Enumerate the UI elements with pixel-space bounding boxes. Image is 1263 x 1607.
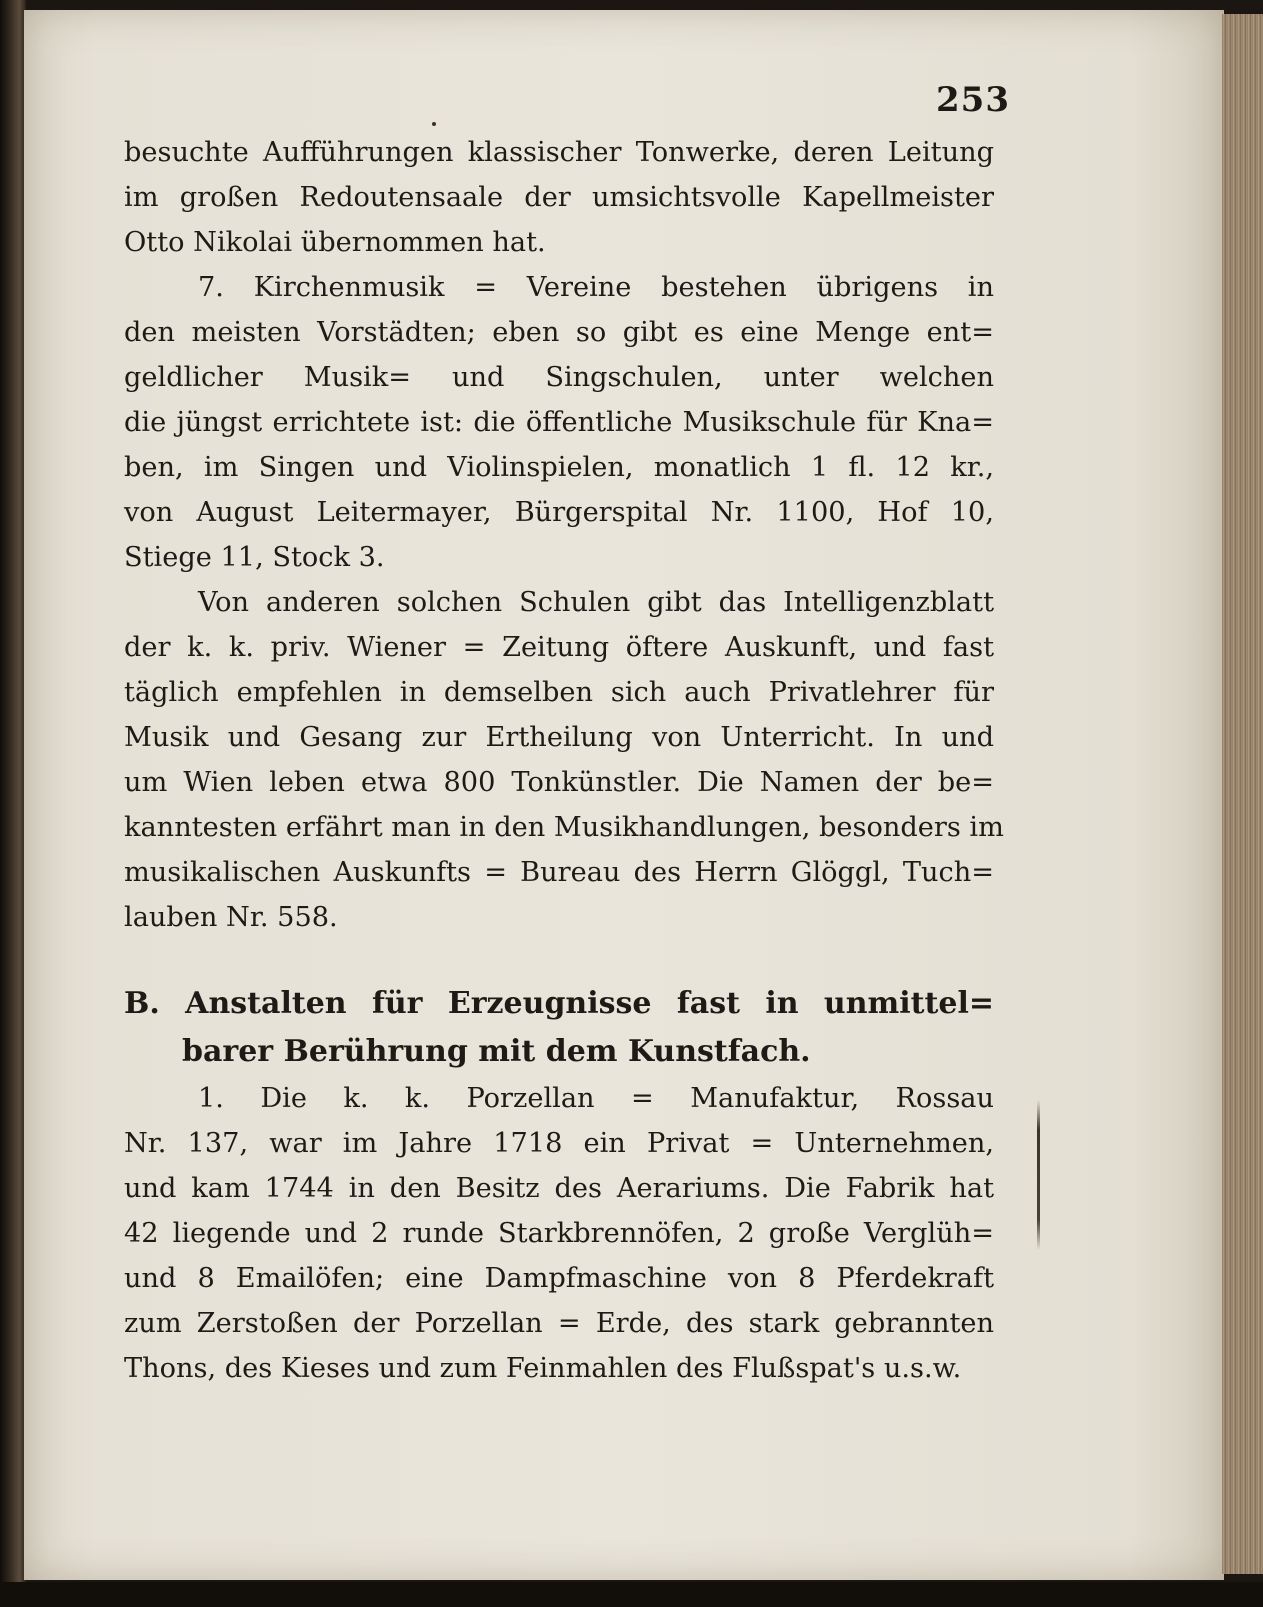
text-line: Otto Nikolai übernommen hat. — [124, 227, 546, 258]
text-line: Von anderen solchen Schulen gibt das Intelligenzblatt — [198, 587, 994, 618]
text-line: zum Zerstoßen der Porzellan = Erde, des stark gebrannten — [124, 1308, 994, 1339]
section-gap — [124, 940, 994, 980]
heading-line: B. Anstalten für Erzeugnisse fast in unmittel= — [124, 986, 994, 1021]
text-line: musikalischen Auskunfts = Bureau des Herrn Glöggl, Tuch= — [124, 857, 994, 888]
text-line: die jüngst errichtete ist: die öffentliche Musikschule für Kna= — [124, 407, 994, 438]
text-line: lauben Nr. 558. — [124, 902, 338, 933]
paragraph-concerts — [124, 130, 994, 265]
text-line: und 8 Emailöfen; eine Dampfmaschine von 8 Pferdekraft — [124, 1263, 994, 1294]
page-number: 253 — [936, 80, 1010, 120]
left-page-edge — [0, 0, 26, 1607]
text-line: Musik und Gesang zur Ertheilung von Unterricht. In und — [124, 722, 994, 753]
text-line: geldlicher Musik= und Singschulen, unter welchen — [124, 362, 994, 393]
paragraph-church-music — [124, 265, 994, 580]
text-line: 1. Die k. k. Porzellan = Manufaktur, Rossau — [198, 1083, 994, 1114]
text-line: den meisten Vorstädten; eben so gibt es eine Menge ent= — [124, 317, 994, 348]
text-line: besuchte Aufführungen klassischer Tonwerke, deren Leitung — [124, 137, 994, 168]
text-line: Thons, des Kieses und zum Feinmahlen des Flußspat's u.s.w. — [124, 1353, 962, 1384]
page-body — [124, 130, 1004, 1391]
text-line: ben, im Singen und Violinspielen, monatlich 1 fl. 12 kr., — [124, 452, 994, 483]
page-fore-edge — [1222, 14, 1263, 1574]
heading-line: barer Berührung mit dem Kunstfach. — [182, 1034, 811, 1069]
section-heading-b — [124, 980, 994, 1076]
bottom-shadow — [0, 1582, 1263, 1607]
pencil-margin-mark — [1037, 1100, 1040, 1250]
ink-speck — [432, 122, 436, 126]
text-line: täglich empfehlen in demselben sich auch Privatlehrer für — [124, 677, 994, 708]
text-line: um Wien leben etwa 800 Tonkünstler. Die Namen der be= — [124, 767, 994, 798]
text-line: von August Leitermayer, Bürgerspital Nr. 1100, Hof 10, — [124, 497, 994, 528]
text-line: Stiege 11, Stock 3. — [124, 542, 385, 573]
text-line: und kam 1744 in den Besitz des Aerariums. Die Fabrik hat — [124, 1173, 994, 1204]
text-line: im großen Redoutensaale der umsichtsvolle Kapellmeister — [124, 182, 994, 213]
text-line: 42 liegende und 2 runde Starkbrennöfen, 2 große Verglüh= — [124, 1218, 994, 1249]
paragraph-other-schools — [124, 580, 1004, 940]
text-line: 7. Kirchenmusik = Vereine bestehen übrigens in — [198, 272, 994, 303]
text-line: Nr. 137, war im Jahre 1718 ein Privat = Unternehmen, — [124, 1128, 994, 1159]
paragraph-porcelain — [124, 1076, 994, 1391]
text-line: kanntesten erfährt man in den Musikhandlungen, besonders im — [124, 812, 1004, 843]
text-line: der k. k. priv. Wiener = Zeitung öftere Auskunft, und fast — [124, 632, 994, 663]
